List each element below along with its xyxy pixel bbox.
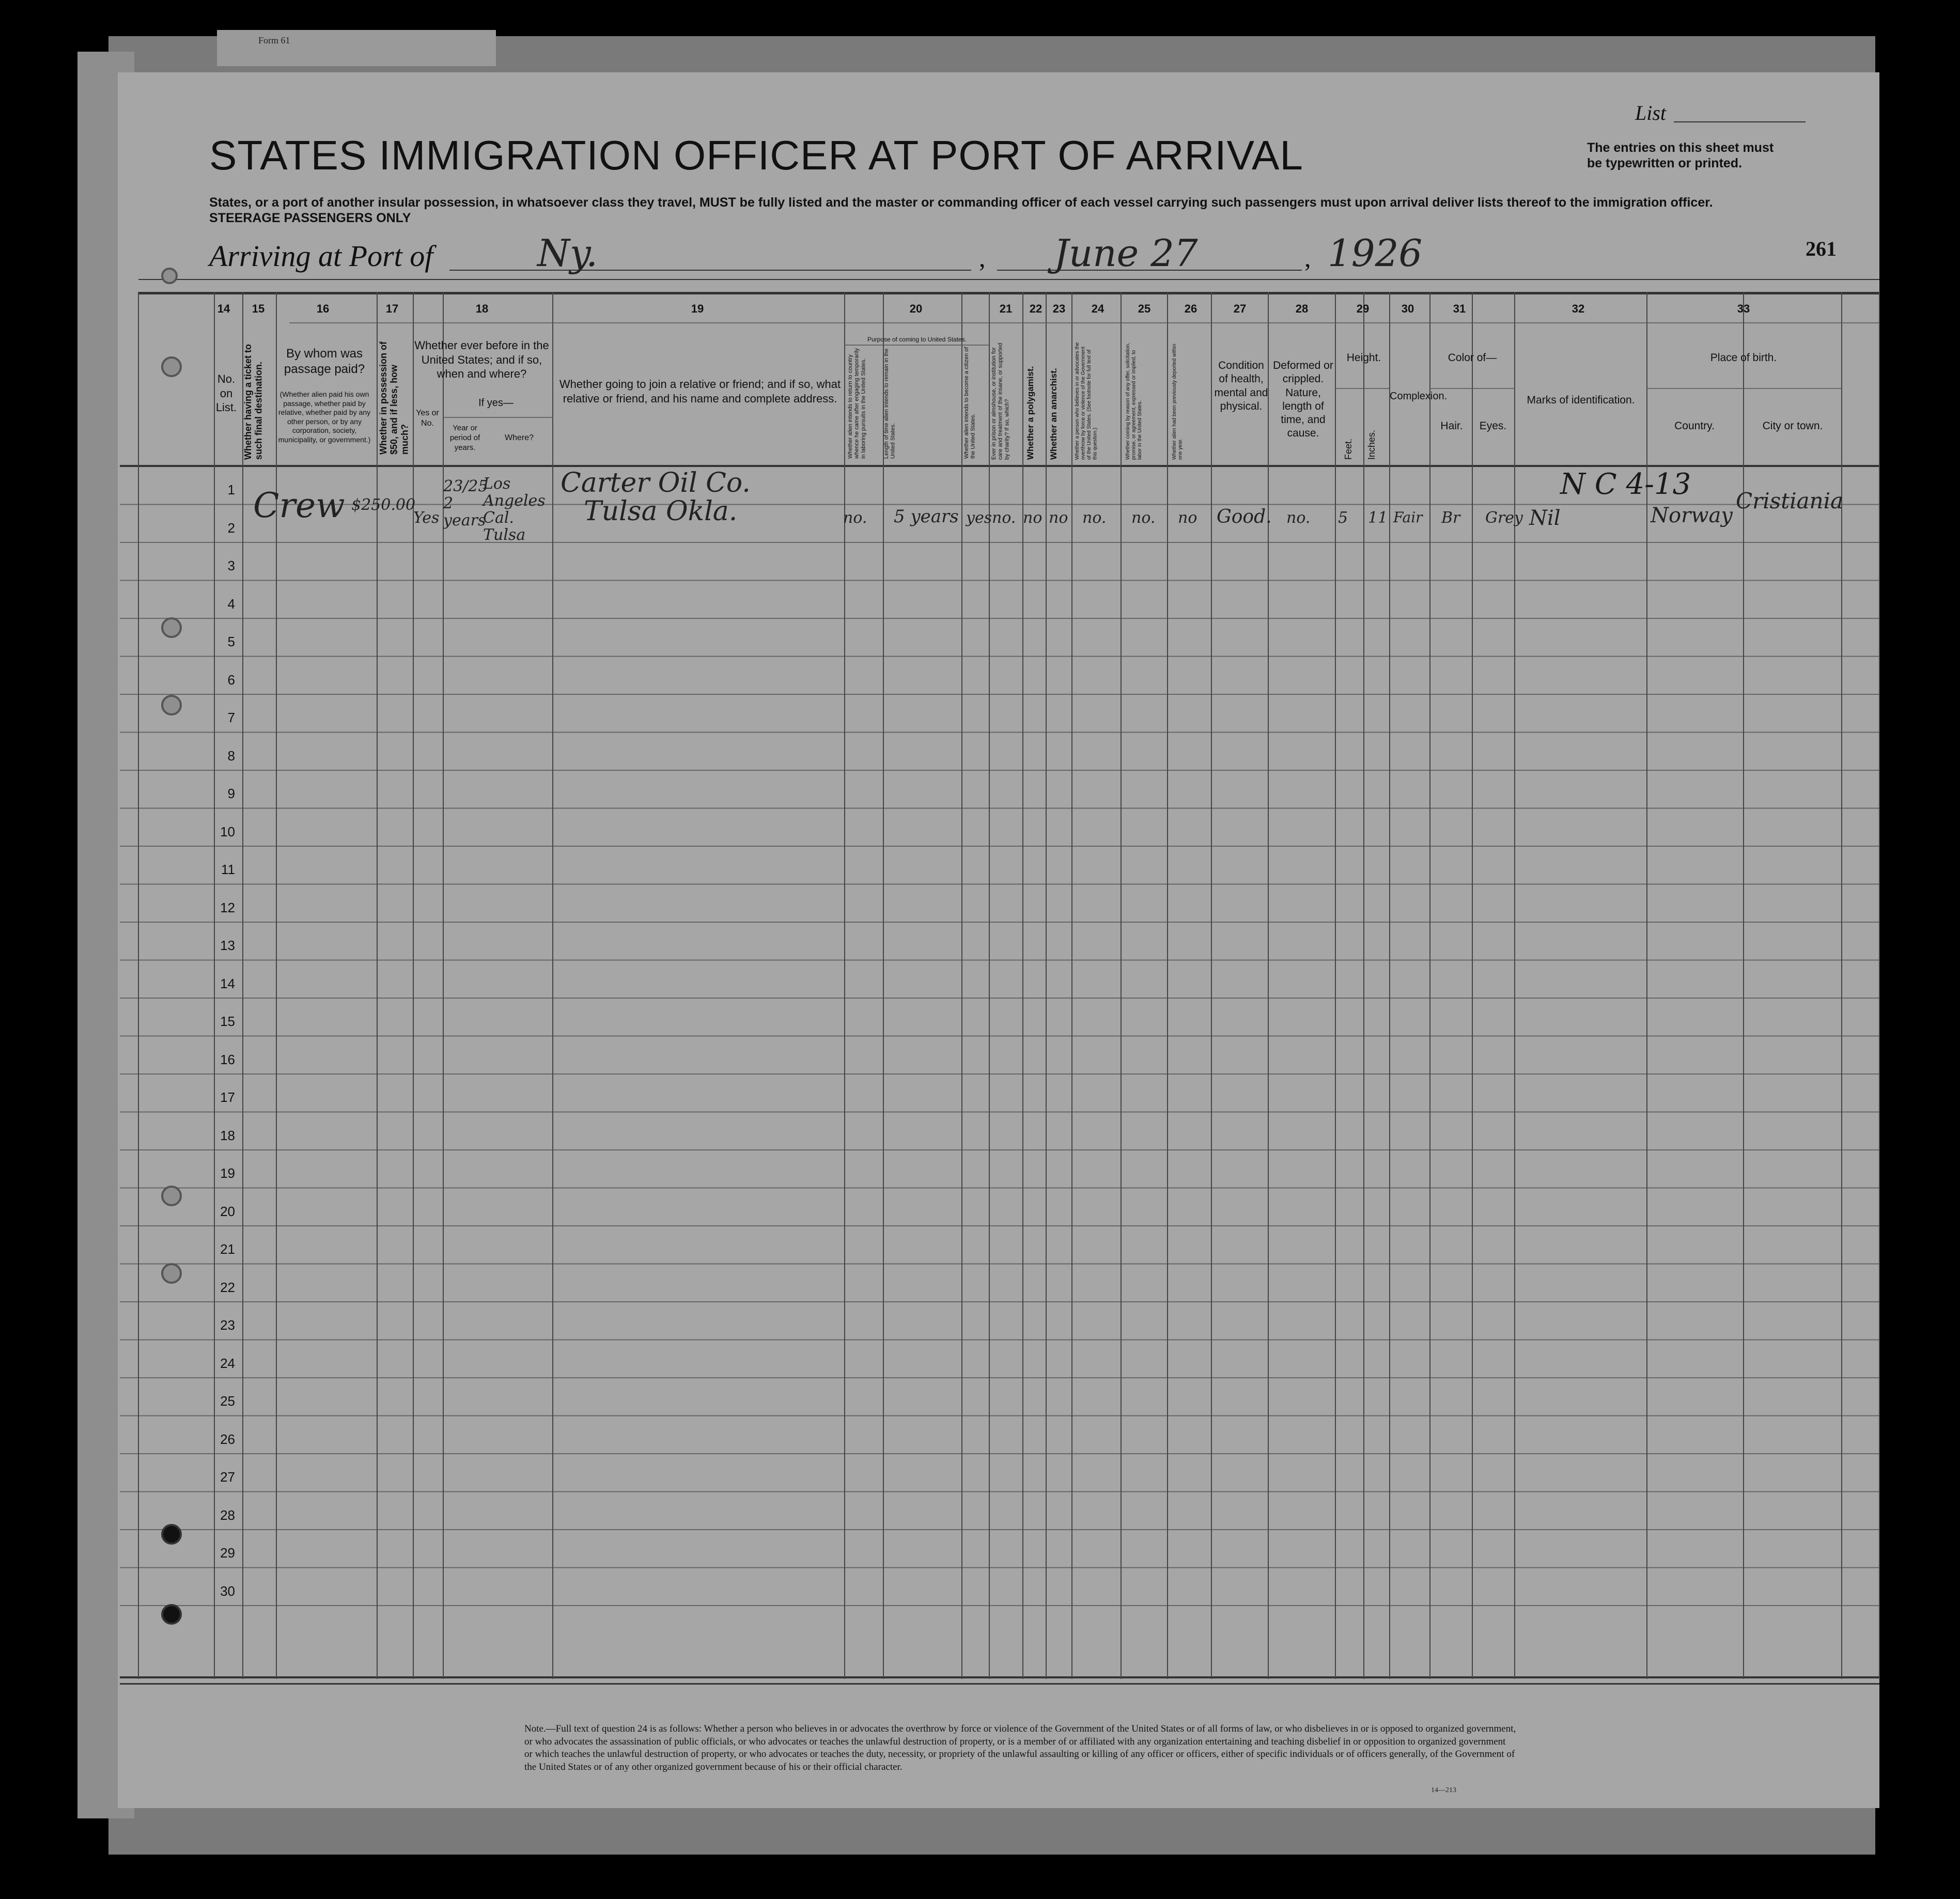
row-number: 21 [220, 1241, 235, 1257]
row-number: 6 [227, 672, 235, 688]
steerage-label: STEERAGE PASSENGERS ONLY [209, 211, 411, 225]
header-if-yes: If yes— [478, 397, 514, 409]
header-color-hair: Hair. [1440, 420, 1463, 432]
year-value: 1926 [1328, 231, 1423, 275]
entry-hair: Br [1441, 509, 1460, 527]
col-num-28: 28 [1295, 302, 1309, 315]
row-number: 28 [220, 1507, 235, 1523]
header-before-year: Year or period of years. [449, 424, 480, 452]
header-passage-sub: (Whether alien paid his own passage, whether paid by relative, whether paid by any other person, or by any corporation, society, municipality, or government.) [278, 390, 371, 444]
entry-length: 5 years [894, 506, 959, 527]
list-label: List [1635, 101, 1667, 124]
row-number: 11 [221, 862, 235, 877]
entry-return: no. [843, 509, 867, 527]
row-number: 14 [220, 975, 235, 991]
row-number: 12 [220, 899, 235, 915]
row-number: 13 [220, 938, 235, 953]
entry-complexion: Fair [1393, 509, 1423, 526]
row-number: 2 [227, 520, 235, 536]
row-number: 24 [220, 1355, 235, 1371]
row-number: 22 [220, 1279, 235, 1295]
header-polygamist: Whether a polygamist. [1025, 366, 1035, 460]
header-birth-country: Country. [1674, 420, 1715, 432]
entry-before-where: Los Angeles Cal. Tulsa [483, 475, 546, 544]
row-number: 3 [227, 558, 235, 573]
row-number: 20 [220, 1203, 235, 1219]
col-num-33: 33 [1737, 302, 1750, 315]
entry-citizen: yes [966, 509, 992, 527]
entry-money: $250.00 [351, 496, 416, 514]
binder-hole [161, 356, 182, 377]
header-deported: Whether alien had been previously deported within one year. [1172, 344, 1184, 460]
comma-2: , [1304, 243, 1311, 272]
header-ticket: Whether having a ticket to such final destination. [243, 344, 264, 460]
form-fragment: Form 61 [258, 35, 290, 45]
header-before-where: Where? [504, 433, 534, 442]
entry-passage-paid: Crew [253, 486, 345, 525]
binder-hole [161, 617, 182, 638]
entry-annotation: N C 4-13 [1560, 468, 1691, 501]
entry-offer: no. [1131, 509, 1156, 527]
header-purpose-citizen: Whether alien intends to become a citizen of the United States. [963, 347, 976, 459]
header-marks: Marks of identification. [1527, 394, 1635, 406]
row-number: 9 [227, 786, 235, 801]
page-title: STATES IMMIGRATION OFFICER AT PORT OF ARRIVAL [209, 132, 1303, 178]
header-height-feet: Feet. [1343, 438, 1354, 460]
col-num-31: 31 [1453, 302, 1466, 315]
col-num-19: 19 [691, 302, 704, 315]
header-complexion: Complexion. [1390, 391, 1448, 402]
row-number: 7 [227, 710, 235, 725]
col-num-32: 32 [1572, 302, 1585, 315]
header-height-inches: Inches. [1366, 429, 1377, 460]
header-offer: Whether coming by reason of any offer, solicitation, promise, or agreement, expressed or implied, to labor in the United States. [1125, 343, 1143, 460]
header-purpose-return: Whether alien intends to return to country whence he came after engaging temporarily in laboring pursuits in the United States. [847, 348, 867, 459]
entry-join-line2: Tulsa Okla. [584, 496, 738, 527]
col-num-24: 24 [1091, 302, 1105, 315]
row-number: 4 [227, 596, 235, 612]
col-num-15: 15 [252, 302, 265, 315]
entry-join-line1: Carter Oil Co. [561, 468, 751, 499]
binder-hole [161, 1263, 182, 1284]
header-anarchist: Whether an anarchist. [1049, 368, 1059, 460]
entry-overthrow: no. [1082, 509, 1107, 527]
row-number: 25 [220, 1393, 235, 1409]
footnote-question-24: Note.—Full text of question 24 is as follows: Whether a person who believes in or advocates the overthrow by force or violence of the Government of the United States or of all forms of law, or who disbelieves in or is opposed to organized government, or who advocates the assassination of public officials, or who advocates or teaches the unlawful destruction of property, or is a member of or affiliated with any organization entertaining and teaching disbelief in or opposition to organized government or which teaches the unlawful destruction of property, or who advocates or teaches the duty, necessity, or propriety of the unlawful assaulting or killing of any officer or officers, either of specific individuals or of officers generally, of the Government of the United States or of any other organized government because of his or their official character. [524, 1723, 1516, 1773]
header-fifty-dollars: Whether in possession of $50, and if less, how much? [378, 341, 410, 455]
col-num-22: 22 [1029, 302, 1043, 315]
comma-1: , [979, 243, 986, 272]
entry-country: Norway [1651, 504, 1733, 527]
form-code: 14—213 [1431, 1786, 1456, 1794]
header-passage-title: By whom was passage paid? [284, 347, 365, 376]
entry-deformed: no. [1286, 509, 1311, 527]
entries-note-1: The entries on this sheet must [1587, 141, 1774, 155]
header-overthrow: Whether a person who believes in or advocates the overthrow by force or violence of the Government of the United States. (See footnote for full text of this question.) [1075, 342, 1098, 460]
entry-anarchist: no [1049, 509, 1068, 527]
entry-before-years: 23/25 2 years [443, 477, 488, 530]
entry-feet: 5 [1338, 509, 1348, 527]
col-num-20: 20 [909, 302, 923, 315]
col-num-30: 30 [1401, 302, 1414, 315]
row-number: 16 [220, 1051, 235, 1067]
header-birth-city: City or town. [1762, 420, 1823, 432]
entry-marks: Nil [1529, 506, 1561, 530]
header-deformed: Deformed or crippled. Nature, length of time, and cause. [1273, 360, 1333, 440]
entry-city: Cristiania [1736, 488, 1844, 513]
entries-note-2: be typewritten or printed. [1587, 156, 1743, 170]
entry-deported: no [1178, 509, 1197, 527]
row-number: 5 [227, 634, 235, 649]
header-health: Condition of health, mental and physical. [1214, 360, 1268, 412]
row-number: 30 [220, 1583, 235, 1599]
row-number: 8 [227, 748, 235, 764]
header-before-yesno: Yes or No. [416, 409, 439, 428]
binder-hole [161, 1524, 182, 1545]
header-birth-title: Place of birth. [1710, 352, 1777, 364]
date-value: June 27 [1054, 231, 1198, 275]
header-color-title: Color of— [1448, 352, 1497, 364]
row-number: 17 [220, 1089, 235, 1105]
row-number: 19 [220, 1165, 235, 1181]
col-num-21: 21 [999, 302, 1013, 315]
header-height-title: Height. [1346, 352, 1381, 364]
row-number: 15 [220, 1014, 235, 1029]
header-prison: Ever in prison or almshouse, or institution for care and treatment of the insane, or supported by charity? If so, which? [991, 343, 1010, 460]
row-number: 18 [220, 1127, 235, 1143]
binder-hole [161, 1186, 182, 1206]
arriving-label: Arriving at Port of [209, 239, 433, 273]
col-num-29: 29 [1356, 302, 1370, 315]
row-number: 23 [220, 1317, 235, 1333]
entry-prison: no. [992, 509, 1016, 527]
port-value: Ny. [537, 231, 598, 275]
header-color-eyes: Eyes. [1479, 420, 1507, 432]
col-num-18: 18 [475, 302, 489, 315]
entry-health: Good. [1217, 506, 1272, 527]
col-num-17: 17 [385, 302, 399, 315]
instructions-text: States, or a port of another insular possession, in whatsoever class they travel, MUST be fully listed and the master or commanding officer of each vessel carrying such passengers must upon arrival deliver lists thereof to the immigration officer. [209, 195, 1713, 210]
col-num-14: 14 [217, 302, 230, 315]
col-num-26: 26 [1184, 302, 1197, 315]
page-number: 261 [1806, 237, 1837, 260]
col-num-23: 23 [1052, 302, 1066, 315]
col-num-27: 27 [1233, 302, 1247, 315]
row-number: 29 [220, 1545, 235, 1561]
entry-before-yesno: Yes [413, 509, 440, 527]
row-number: 1 [227, 482, 235, 497]
entry-inches: 11 [1368, 509, 1388, 527]
col-num-25: 25 [1138, 302, 1151, 315]
binder-hole [161, 1604, 182, 1625]
col-num-16: 16 [316, 302, 330, 315]
row-number: 27 [220, 1469, 235, 1485]
header-purpose-title: Purpose of coming to United States. [867, 336, 967, 343]
header-join-relative: Whether going to join a relative or friend; and if so, what relative or friend, and his name and complete address. [559, 378, 841, 405]
header-purpose-length: Length of time alien intends to remain in the United States. [883, 348, 896, 459]
binder-hole [161, 268, 178, 284]
header-no-on-list: No. on List. [215, 372, 237, 414]
binder-hole [161, 695, 182, 715]
entry-eyes: Grey [1485, 509, 1523, 527]
header-before-title: Whether ever before in the United States; and if so, when and where? [414, 339, 549, 380]
row-number: 26 [220, 1431, 235, 1447]
entry-polygamist: no [1023, 509, 1043, 527]
row-number: 10 [220, 823, 235, 839]
